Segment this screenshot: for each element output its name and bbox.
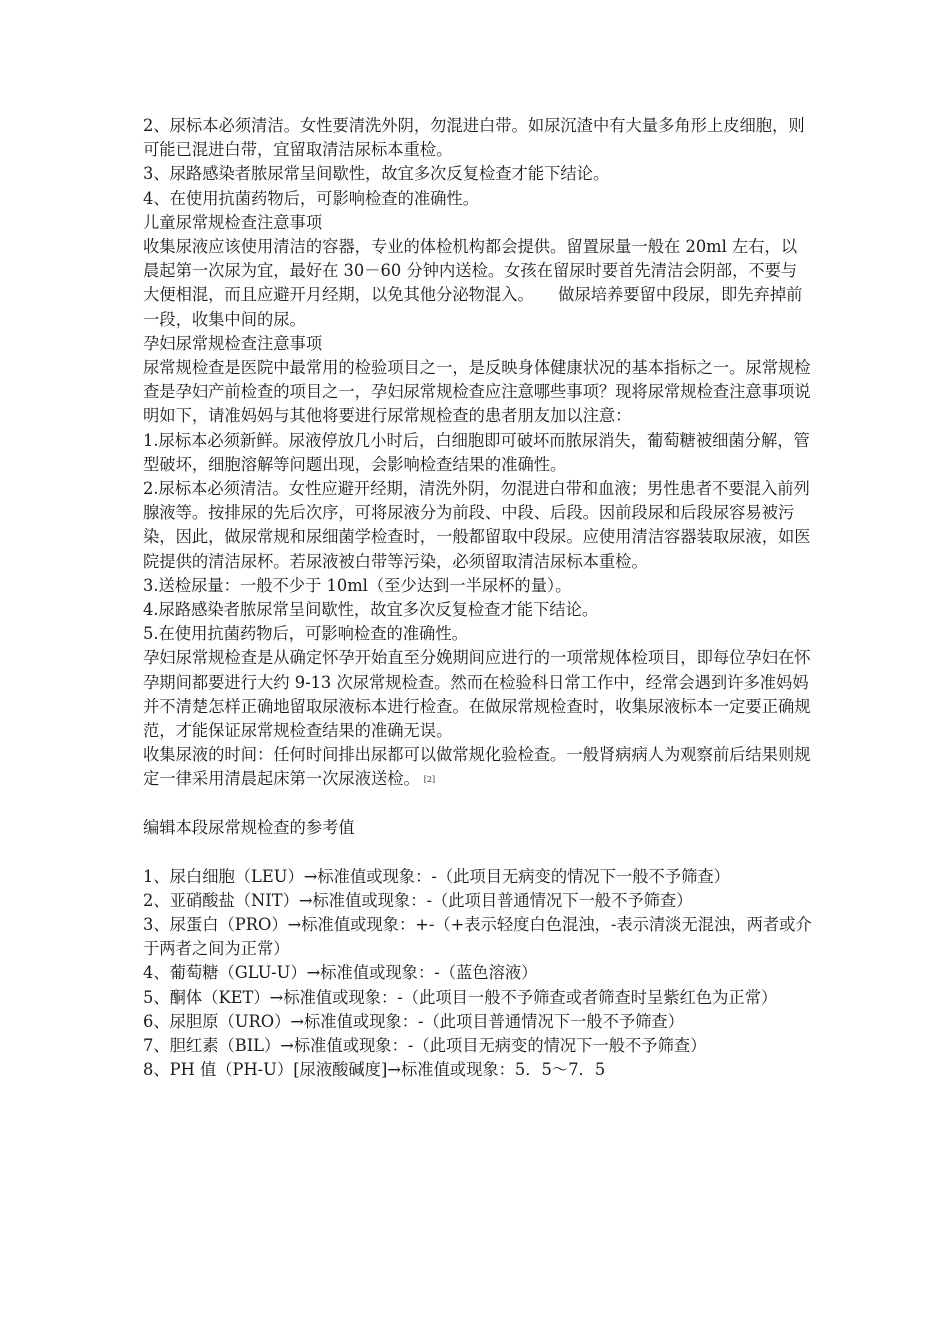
pregnant-paragraph-2: 孕妇尿常规检查是从确定怀孕开始直至分娩期间应进行的一项常规体检项目，即每位孕妇在怀孕期间都要进行大约 9-13 次尿常规检查。然而在检验科日常工作中，经常会遇到许多准妈妈并不清楚怎样正确地留取尿液标本进行检查。在做尿常规检查时，收集尿液标本一定要正确规范，才能保证尿常规检查结果的准确无误。 [143,648,811,741]
pregnant-item-1: 1.尿标本必须新鲜。尿液停放几小时后，白细胞即可破坏而脓尿消失，葡萄糖被细菌分解，管型破坏，细胞溶解等问题出现，会影响检查结果的准确性。 [143,430,810,474]
document-page [143,114,813,1082]
pregnant-paragraph-3-text: 收集尿液的时间：任何时间排出尿都可以做常规化验检查。一般肾病病人为观察前后结果则规定一律采用清晨起床第一次尿液送检。 [143,745,811,789]
citation-link[interactable]: [2] [423,774,436,784]
reference-heading: 编辑本段尿常规检查的参考值 [143,818,355,838]
pregnant-item-5: 5.在使用抗菌药物后，可影响检查的准确性。 [143,624,468,644]
pregnant-paragraph-3 [143,743,813,792]
pregnant-item-3: 3.送检尿量：一般不少于 10ml（至少达到一半尿杯的量）。 [143,575,572,595]
reference-item-glu: 4、葡萄糖（GLU-U）→标准值或现象：-（蓝色溶液） [143,963,538,983]
section-reference-values [143,816,813,1082]
note-item-2: 2、尿标本必须清洁。女性要清洗外阴，勿混进白带。如尿沉渣中有大量多角形上皮细胞，则可能已混进白带，宜留取清洁尿标本重检。 [143,116,805,160]
spacer [143,840,813,864]
spacer [143,792,813,816]
pregnant-intro: 尿常规检查是医院中最常用的检验项目之一，是反映身体健康状况的基本指标之一。尿常规检查是孕妇产前检查的项目之一，孕妇尿常规检查应注意哪些事项？现将尿常规检查注意事项说明如下，请准妈妈与其他将要进行尿常规检查的患者朋友加以注意： [143,358,811,426]
pregnant-item-2: 2.尿标本必须清洁。女性应避开经期，清洗外阴，勿混进白带和血液；男性患者不要混入前列腺液等。按排尿的先后次序，可将尿液分为前段、中段、后段。因前段尿和后段尿容易被污染，因此，做尿常规和尿细菌学检查时，一般都留取中段尿。应使用清洁容器装取尿液，如医院提供的清洁尿杯。若尿液被白带等污染，必须留取清洁尿标本重检。 [143,479,811,571]
pregnant-item-4: 4.尿路感染者脓尿常呈间歇性，故宜多次反复检查才能下结论。 [143,600,599,620]
pregnant-heading: 孕妇尿常规检查注意事项 [143,333,323,353]
section-collection-notes [143,114,813,211]
reference-item-leu: 1、尿白细胞（LEU）→标准值或现象：-（此项目无病变的情况下一般不予筛查） [143,866,730,886]
section-pregnant [143,332,813,792]
reference-item-bil: 7、胆红素（BIL）→标准值或现象：-（此项目无病变的情况下一般不予筛查） [143,1036,707,1056]
reference-item-ket: 5、酮体（KET）→标准值或现象：-（此项目一般不予筛查或者筛查时呈紫红色为正常） [143,987,778,1007]
section-children [143,211,813,332]
note-item-4: 4、在使用抗菌药物后，可影响检查的准确性。 [143,188,479,208]
children-heading: 儿童尿常规检查注意事项 [143,212,323,232]
children-body: 收集尿液应该使用清洁的容器，专业的体检机构都会提供。留置尿量一般在 20ml 左右，以晨起第一次尿为宜，最好在 30－60 分钟内送检。女孩在留尿时要首先清洁会阴部，不要与大便相混，而且应避开月经期，以免其他分泌物混入。 做尿培养要留中段尿，即先弃掉前一段，收集中间的尿。 [143,237,803,329]
note-item-3: 3、尿路感染者脓尿常呈间歇性，故宜多次反复检查才能下结论。 [143,164,610,184]
reference-item-uro: 6、尿胆原（URO）→标准值或现象：-（此项目普通情况下一般不予筛查） [143,1011,684,1031]
reference-item-nit: 2、亚硝酸盐（NIT）→标准值或现象：-（此项目普通情况下一般不予筛查） [143,890,693,910]
reference-item-pro: 3、尿蛋白（PRO）→标准值或现象：+-（+表示轻度白色混浊，-表示清淡无混浊，两者或介于两者之间为正常） [143,915,812,959]
reference-item-ph: 8、PH 值（PH-U）[尿液酸碱度]→标准值或现象：5．5～7．5 [143,1060,606,1080]
